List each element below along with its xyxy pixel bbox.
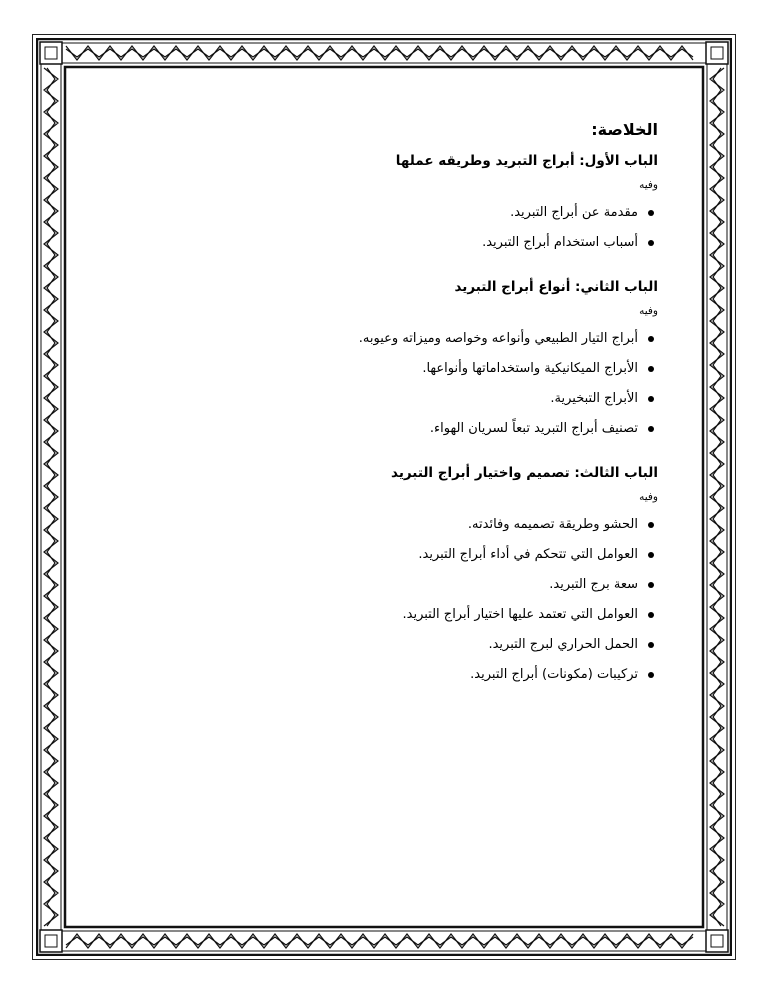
list-item — [110, 198, 658, 228]
bullet-icon — [648, 396, 654, 402]
chapter-topics-list — [110, 324, 658, 444]
summary-title: الخلاصة: — [591, 120, 658, 139]
list-item — [110, 354, 658, 384]
list-item-text: سعة برج التبريد. — [549, 577, 638, 592]
list-item-text: أبراج التيار الطبيعي وأنواعه وخواصه وميزاته وعيوبه. — [358, 331, 638, 346]
bullet-icon — [648, 426, 654, 432]
bullet-icon — [648, 642, 654, 648]
bullet-icon — [648, 552, 654, 558]
list-item-text: تركيبات (مكونات) أبراج التبريد. — [470, 667, 638, 682]
list-item — [110, 324, 658, 354]
list-item-text: أسباب استخدام أبراج التبريد. — [482, 235, 638, 250]
section-chapter-2 — [110, 276, 658, 444]
list-item-text: الأبراج الميكانيكية واستخداماتها وأنواعها. — [422, 361, 638, 376]
list-item-text: مقدمة عن أبراج التبريد. — [510, 205, 638, 220]
chapter-intro: وفيه — [639, 179, 658, 191]
list-item — [110, 600, 658, 630]
chapter-heading: الباب الأول: أبراج التبريد وطريقه عملها — [395, 153, 658, 169]
bullet-icon — [648, 336, 654, 342]
list-item — [110, 660, 658, 690]
list-item — [110, 630, 658, 660]
chapter-intro: وفيه — [639, 305, 658, 317]
list-item-text: الأبراج التبخيرية. — [550, 391, 638, 406]
list-item — [110, 228, 658, 258]
bullet-icon — [648, 522, 654, 528]
bullet-icon — [648, 240, 654, 246]
bullet-icon — [648, 582, 654, 588]
list-item-text: الحشو وطريقة تصميمه وفائدته. — [467, 517, 638, 532]
bullet-icon — [648, 210, 654, 216]
list-item-text: الحمل الحراري لبرج التبريد. — [488, 637, 638, 652]
chapter-heading: الباب الثالث: تصميم واختيار أبراج التبريد — [391, 465, 658, 481]
list-item — [110, 414, 658, 444]
bullet-icon — [648, 612, 654, 618]
list-item-text: تصنيف أبراج التبريد تبعاً لسريان الهواء. — [429, 421, 638, 436]
section-chapter-3 — [110, 462, 658, 690]
bullet-icon — [648, 366, 654, 372]
list-item — [110, 510, 658, 540]
chapter-intro: وفيه — [639, 491, 658, 503]
chapter-heading: الباب الثاني: أنواع أبراج التبريد — [454, 279, 658, 295]
list-item — [110, 384, 658, 414]
bullet-icon — [648, 672, 654, 678]
document-content — [110, 118, 658, 708]
section-chapter-1 — [110, 150, 658, 258]
list-item-text: العوامل التي تتحكم في أداء أبراج التبريد. — [418, 547, 638, 562]
list-item — [110, 570, 658, 600]
list-item — [110, 540, 658, 570]
chapter-topics-list — [110, 198, 658, 258]
chapter-topics-list — [110, 510, 658, 690]
list-item-text: العوامل التي تعتمد عليها اختيار أبراج التبريد. — [402, 607, 638, 622]
